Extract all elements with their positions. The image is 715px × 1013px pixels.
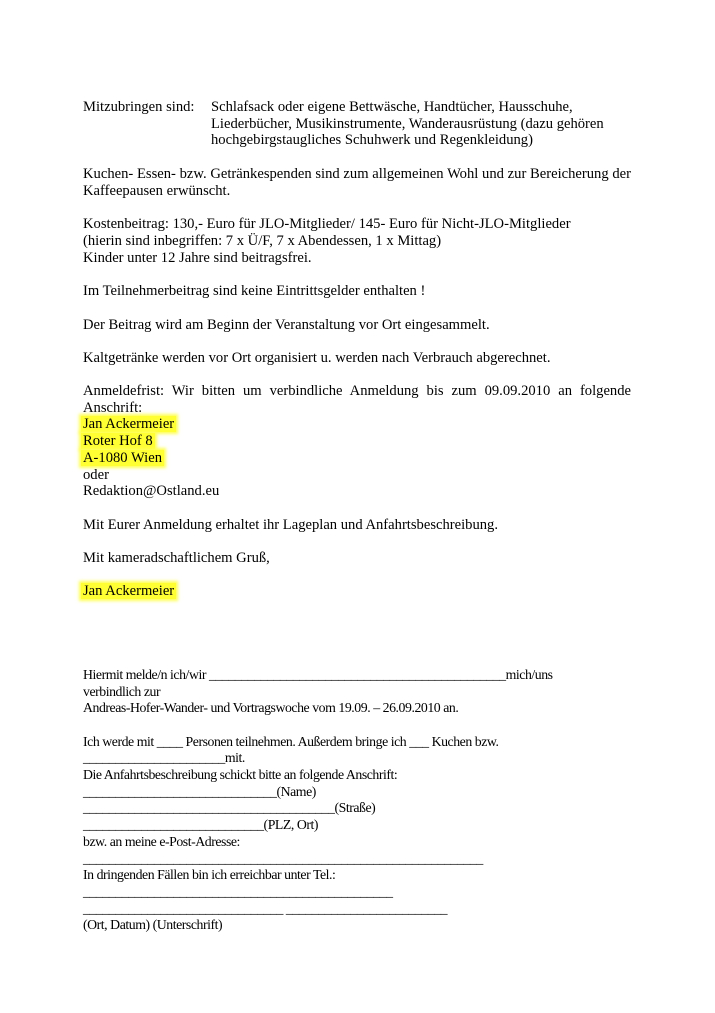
anmeldefrist-line: Anmeldefrist: Wir bitten um verbindliche Anmeldung bis zum 09.09.2010 an folgende	[83, 383, 631, 399]
form-line-strasse: _______________________________________(Straße)	[83, 800, 376, 815]
address-city	[83, 450, 164, 467]
mitzubringen-label: Mitzubringen sind:	[83, 99, 195, 115]
form-line-signature-blanks: _______________________________ _________________________	[83, 901, 448, 916]
eintritt-note: Im Teilnehmerbeitrag sind keine Eintrittsgelder enthalten !	[83, 283, 426, 299]
kuchen-text-line: Kuchen- Essen- bzw. Getränkespenden sind zum allgemeinen Wohl und zur Bereicherung der	[83, 166, 631, 182]
kosten-line: (hierin sind inbegriffen: 7 x Ü/F, 7 x Abendessen, 1 x Mittag)	[83, 233, 442, 249]
form-line-name: ______________________________(Name)	[83, 784, 316, 799]
form-line-event: Andreas-Hofer-Wander- und Vortragswoche vom 19.09. – 26.09.2010 an.	[83, 700, 459, 715]
email-address: Redaktion@Ostland.eu	[83, 483, 220, 499]
beitrag-note: Der Beitrag wird am Beginn der Veranstaltung vor Ort eingesammelt.	[83, 317, 490, 333]
mitzubringen-line: hochgebirgstaugliches Schuhwerk und Regenkleidung)	[211, 132, 533, 148]
kaltgetraenke-note: Kaltgetränke werden vor Ort organisiert u. werden nach Verbrauch abgerechnet.	[83, 350, 551, 366]
form-line-personen: Ich werde mit ____ Personen teilnehmen. Außerdem bringe ich ___ Kuchen bzw.	[83, 734, 499, 749]
signature-highlight: Jan Ackermeier	[83, 583, 175, 599]
form-line-mit: ______________________mit.	[83, 750, 245, 765]
lageplan-note: Mit Eurer Anmeldung erhaltet ihr Lageplan und Anfahrtsbeschreibung.	[83, 517, 498, 533]
form-line-anfahrt: Die Anfahrtsbeschreibung schickt bitte an folgende Anschrift:	[83, 767, 398, 782]
form-line-telefon: In dringenden Fällen bin ich erreichbar unter Tel.:	[83, 867, 336, 882]
mitzubringen-line: Schlafsack oder eigene Bettwäsche, Handtücher, Hausschuhe,	[211, 99, 573, 115]
kosten-line: Kostenbeitrag: 130,- Euro für JLO-Mitglieder/ 145- Euro für Nicht-JLO-Mitglieder	[83, 216, 571, 232]
form-line-plz-ort: ____________________________(PLZ, Ort)	[83, 817, 319, 832]
form-line-epost-blank: ______________________________________________________________	[83, 851, 483, 866]
form-line-hiermit: Hiermit melde/n ich/wir ______________________________________________mich/uns	[83, 667, 553, 682]
kuchen-text-line: Kaffeepausen erwünscht.	[83, 183, 231, 199]
oder-text: oder	[83, 467, 109, 483]
form-line-ort-datum-unterschrift: (Ort, Datum) (Unterschrift)	[83, 917, 223, 932]
form-line-epost: bzw. an meine e-Post-Adresse:	[83, 834, 240, 849]
form-line-telefon-blank: ________________________________________________	[83, 884, 393, 899]
mitzubringen-line: Liederbücher, Musikinstrumente, Wanderausrüstung (dazu gehören	[211, 116, 604, 132]
address-city-highlight: A-1080 Wien	[83, 450, 162, 466]
signature-name	[83, 583, 176, 600]
address-street	[83, 433, 155, 450]
kosten-line: Kinder unter 12 Jahre sind beitragsfrei.	[83, 250, 312, 266]
greeting: Mit kameradschaftlichem Gruß,	[83, 550, 270, 566]
address-name-highlight: Jan Ackermeier	[83, 416, 175, 432]
address-street-highlight: Roter Hof 8	[83, 433, 153, 449]
form-line-verbindlich: verbindlich zur	[83, 684, 161, 699]
address-name	[83, 416, 176, 433]
anschrift-label: Anschrift:	[83, 400, 143, 416]
